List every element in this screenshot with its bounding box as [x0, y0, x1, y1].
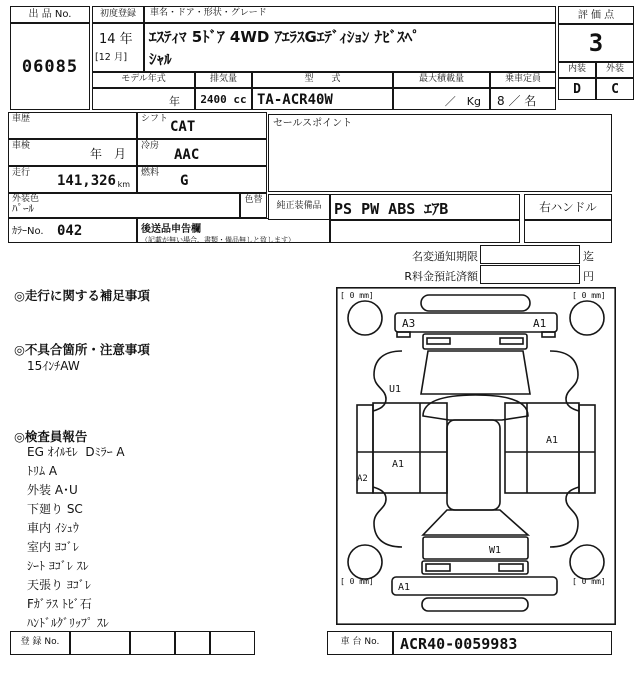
max-load-value-cell: [393, 88, 490, 110]
roof: [447, 420, 500, 510]
left-fender-code: U1: [389, 384, 402, 395]
first-registration-month: [12 月]: [95, 52, 128, 63]
score-header-label: 評 価 点: [577, 9, 615, 21]
capacity-value: 8 ／ 名: [497, 94, 537, 108]
rear-trim-bar: [422, 598, 528, 611]
interior-grade-cell: [558, 78, 596, 100]
corner-marker-top-right: [ 0 mm]: [572, 291, 606, 300]
corner-marker-bottom-left: [ 0 mm]: [340, 577, 374, 586]
color-no-value: 042: [57, 223, 83, 239]
interior-grade: D: [573, 81, 581, 97]
displacement-header-label: 排気量: [209, 74, 237, 85]
mileage-cell: [8, 166, 137, 193]
rear-bumper: [392, 577, 557, 595]
equipment-value-cell: [330, 194, 520, 220]
first-registration-year: 14 年: [99, 32, 133, 47]
front-panel-tab-left: [397, 332, 410, 337]
exterior-header: [596, 62, 634, 78]
score-value: 3: [588, 29, 604, 57]
name-change-deadline-label: 名変通知期限: [412, 250, 478, 263]
fuel-cell: [137, 166, 267, 193]
tailgate-code: W1: [489, 545, 502, 556]
equipment-label: 純正装備品: [276, 201, 322, 212]
wheel-front-right: [570, 301, 604, 335]
model-year-header: [92, 72, 195, 88]
headlight-right: [500, 338, 523, 344]
shift-value: CAT: [170, 119, 196, 135]
left-door-code: A1: [392, 459, 405, 470]
ac-cell: [137, 139, 267, 166]
recycle-fee-suffix: 円: [583, 270, 594, 283]
rear-right-fender: [550, 487, 579, 547]
headlight-bar: [423, 334, 527, 349]
headlight-left: [427, 338, 450, 344]
vehicle-name-header: [144, 6, 556, 23]
first-registration-header: [92, 6, 144, 23]
color-no-cell: [8, 218, 137, 243]
later-goods-label: 後送品申告欄: [141, 224, 201, 235]
color-change-label: 色替: [244, 195, 263, 205]
report-item: ﾊﾝﾄﾞﾙｸﾞﾘｯﾌﾟ ｽﾚ: [27, 616, 109, 630]
name-change-deadline-box: [480, 245, 580, 264]
report-item: 室内 ﾖｺﾞﾚ: [27, 540, 79, 554]
rear-left-fender: [373, 487, 402, 547]
recycle-fee-label: R料金預託済額: [404, 270, 478, 283]
color-change-cell: [240, 193, 267, 218]
equipment-value: PS PW ABS ｴｱB: [334, 200, 449, 218]
vehicle-name-line2: ｼｬﾙ: [149, 50, 172, 68]
report-item: ﾄﾘﾑ A: [27, 464, 58, 478]
first-registration-header-label: 初度登録: [99, 8, 136, 19]
chassis-no-value-cell: [393, 631, 612, 655]
registration-no-cell: [175, 631, 210, 655]
model-code-value: TA-ACR40W: [257, 92, 333, 108]
later-goods-note: （記載が無い場合、書類・備品無しと致します）: [141, 236, 295, 244]
recycle-fee-box: [480, 265, 580, 284]
registration-no-label-cell: [10, 631, 70, 655]
mileage-label: 走行: [12, 168, 31, 178]
lot-no-value: 06085: [21, 56, 79, 77]
shaken-cell: [8, 139, 137, 166]
displacement-header: [195, 72, 252, 88]
fuel-value: G: [180, 173, 189, 189]
defects-item: 15ｲﾝﾁAW: [27, 359, 80, 373]
front-panel-right-code: A1: [533, 317, 547, 330]
tailgate: [423, 537, 528, 559]
report-item: 車内 ｲｼｭｳ: [27, 521, 79, 535]
capacity-header: [490, 72, 556, 88]
max-load-value: ／ Kg: [444, 95, 481, 108]
vehicle-name-header-label: 車名・ドア・形状・グレード: [150, 8, 267, 18]
taillight-right: [499, 564, 523, 571]
capacity-value-cell: [490, 88, 556, 110]
registration-no-cell: [130, 631, 175, 655]
lot-no-box: [10, 23, 90, 110]
fuel-label: 燃料: [141, 168, 160, 178]
chassis-no-label-cell: [327, 631, 393, 655]
model-year-value-cell: [92, 88, 195, 110]
exterior-header-label: 外装: [605, 64, 624, 75]
vehicle-name-box: [144, 23, 556, 72]
model-year-value: 年: [169, 95, 180, 108]
exterior-grade-cell: [596, 78, 634, 100]
shift-cell: [137, 112, 267, 139]
rear-bumper-code: A1: [398, 582, 411, 593]
history-cell: [8, 112, 137, 139]
exterior-color-label: 外装色: [12, 194, 40, 204]
history-label: 車歴: [12, 114, 31, 124]
front-right-fender: [550, 351, 579, 411]
taillight-bar: [422, 561, 528, 574]
steering-value: 右ハンドル: [539, 200, 597, 214]
ac-value: AAC: [174, 147, 200, 163]
defects-heading: ◎不具合箇所・注意事項: [14, 342, 150, 357]
first-registration-box: [92, 23, 144, 72]
chassis-no-value: ACR40-0059983: [400, 635, 518, 653]
registration-no-cell: [210, 631, 255, 655]
later-goods-cell: [137, 218, 330, 243]
hood: [421, 351, 530, 394]
report-item: Fｶﾞﾗｽ ﾄﾋﾞ石: [27, 597, 92, 611]
mileage-value: 141,326: [56, 173, 116, 189]
shift-label: シフト: [141, 114, 169, 124]
report-item: ｼｰﾄ ﾖｺﾞﾚ ｽﾚ: [27, 559, 89, 573]
wheel-rear-right: [570, 545, 604, 579]
wheel-rear-left: [348, 545, 382, 579]
right-door-code: A1: [546, 435, 559, 446]
displacement-value-cell: [195, 88, 252, 110]
mileage-unit: km: [117, 180, 130, 189]
model-year-header-label: モデル年式: [121, 74, 166, 85]
max-load-header-label: 最大積載量: [418, 74, 464, 85]
report-item: EG ｵｲﾙﾓﾚ Dﾐﾗｰ A: [27, 445, 125, 459]
wheel-front-left: [348, 301, 382, 335]
exterior-grade: C: [611, 81, 619, 97]
front-panel-left-code: A3: [402, 317, 416, 330]
model-code-value-cell: [252, 88, 393, 110]
exterior-color-value: ﾊﾟｰﾙ: [12, 202, 34, 215]
vehicle-name-line1: ｴｽﾃｨﾏ 5ﾄﾞｱ 4WD ｱｴﾗｽGｴﾃﾞｨｼｮﾝ ﾅﾋﾞｽﾍﾟ: [149, 28, 420, 46]
sales-point-box: [268, 114, 612, 192]
ac-label: 冷房: [141, 141, 160, 151]
chassis-no-label: 車 台 No.: [340, 637, 380, 648]
taillight-left: [426, 564, 450, 571]
steering-extra-cell: [524, 220, 612, 243]
shaken-label: 車検: [12, 141, 31, 151]
sales-point-label: セールスポイント: [273, 118, 353, 129]
equipment-extra-cell: [330, 220, 520, 243]
report-item: 外装 A･U: [27, 483, 78, 497]
registration-no-label: 登 録 No.: [20, 637, 60, 648]
exterior-color-cell: [8, 193, 240, 218]
model-code-header: [252, 72, 393, 88]
name-change-deadline-suffix: 迄: [583, 250, 594, 263]
inspector-report-heading: ◎検査員報告: [14, 429, 88, 444]
front-panel-tab-right: [542, 332, 555, 337]
running-notes-heading: ◎走行に関する補足事項: [14, 288, 150, 303]
score-box: [558, 24, 634, 62]
right-side-panel: [579, 405, 595, 493]
interior-header: [558, 62, 596, 78]
max-load-header: [393, 72, 490, 88]
corner-marker-top-left: [ 0 mm]: [340, 291, 374, 300]
lot-no-header: [10, 6, 90, 23]
left-doors: [373, 403, 447, 493]
shaken-value: 年 月: [89, 147, 126, 161]
report-item: 天張り ﾖｺﾞﾚ: [27, 578, 91, 592]
model-code-header-label: 型 式: [304, 74, 341, 85]
report-item: 下廻り SC: [27, 502, 83, 516]
score-header: [558, 6, 634, 24]
rear-window: [423, 510, 528, 535]
equipment-label-cell: [268, 194, 330, 220]
inspector-report-list: [27, 443, 125, 633]
corner-marker-bottom-right: [ 0 mm]: [572, 577, 606, 586]
left-side-code: A2: [357, 474, 368, 484]
capacity-header-label: 乗車定員: [504, 74, 541, 85]
front-bumper: [421, 295, 530, 311]
lot-no-header-label: 出 品 No.: [28, 9, 72, 20]
displacement-value: 2400 cc: [200, 92, 247, 106]
right-doors: [505, 403, 579, 493]
steering-cell: [524, 194, 612, 220]
registration-no-cell: [70, 631, 130, 655]
car-diagram: [336, 287, 616, 625]
windshield: [423, 395, 528, 420]
front-left-fender: [373, 351, 402, 411]
interior-header-label: 内装: [567, 64, 586, 75]
color-no-label: ｶﾗｰNo.: [12, 226, 44, 237]
